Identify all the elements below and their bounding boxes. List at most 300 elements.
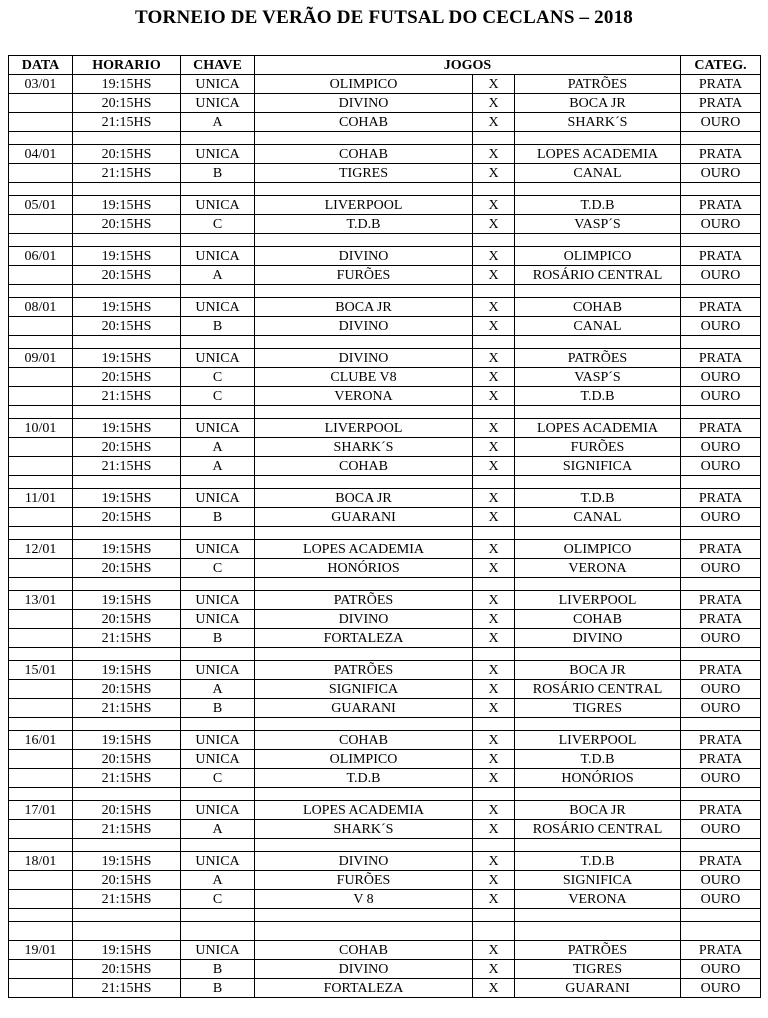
- empty-cell: [681, 527, 761, 540]
- table-row: [9, 801, 761, 820]
- empty-cell: [681, 336, 761, 349]
- away-team-cell: BOCA JR: [515, 94, 681, 113]
- table-row: [9, 298, 761, 317]
- empty-cell: [681, 132, 761, 145]
- home-team-cell: LIVERPOOL: [255, 419, 473, 438]
- empty-cell: [473, 839, 515, 852]
- empty-cell: [515, 839, 681, 852]
- empty-cell: [515, 922, 681, 941]
- away-team-cell: DIVINO: [515, 629, 681, 648]
- versus-cell: X: [473, 591, 515, 610]
- date-cell: 09/01: [9, 349, 73, 368]
- category-cell: OURO: [681, 387, 761, 406]
- home-team-cell: FORTALEZA: [255, 979, 473, 998]
- empty-cell: [515, 234, 681, 247]
- chave-cell: A: [181, 820, 255, 839]
- category-cell: OURO: [681, 266, 761, 285]
- date-cell: 19/01: [9, 941, 73, 960]
- away-team-cell: LIVERPOOL: [515, 591, 681, 610]
- header-chave: CHAVE: [181, 56, 255, 75]
- empty-cell: [9, 406, 73, 419]
- empty-cell: [181, 922, 255, 941]
- empty-cell: [255, 336, 473, 349]
- versus-cell: X: [473, 419, 515, 438]
- date-cell: 05/01: [9, 196, 73, 215]
- spacer-row: [9, 909, 761, 922]
- empty-cell: [681, 234, 761, 247]
- table-row: [9, 419, 761, 438]
- versus-cell: X: [473, 750, 515, 769]
- time-cell: 21:15HS: [73, 820, 181, 839]
- table-row: [9, 387, 761, 406]
- home-team-cell: GUARANI: [255, 508, 473, 527]
- table-row: [9, 489, 761, 508]
- time-cell: 20:15HS: [73, 317, 181, 336]
- home-team-cell: COHAB: [255, 457, 473, 476]
- category-cell: PRATA: [681, 750, 761, 769]
- table-row: [9, 508, 761, 527]
- header-categ: CATEG.: [681, 56, 761, 75]
- date-cell: [9, 960, 73, 979]
- empty-cell: [73, 922, 181, 941]
- category-cell: PRATA: [681, 489, 761, 508]
- empty-cell: [255, 648, 473, 661]
- away-team-cell: SIGNIFICA: [515, 871, 681, 890]
- date-cell: 18/01: [9, 852, 73, 871]
- date-cell: [9, 680, 73, 699]
- empty-cell: [73, 909, 181, 922]
- table-row: [9, 979, 761, 998]
- category-cell: OURO: [681, 820, 761, 839]
- chave-cell: A: [181, 680, 255, 699]
- empty-cell: [473, 788, 515, 801]
- table-row: [9, 661, 761, 680]
- date-cell: [9, 215, 73, 234]
- versus-cell: X: [473, 349, 515, 368]
- empty-cell: [73, 788, 181, 801]
- empty-cell: [515, 578, 681, 591]
- away-team-cell: T.D.B: [515, 852, 681, 871]
- table-row: [9, 438, 761, 457]
- table-row: [9, 196, 761, 215]
- date-cell: 16/01: [9, 731, 73, 750]
- table-row: [9, 368, 761, 387]
- category-cell: OURO: [681, 979, 761, 998]
- time-cell: 20:15HS: [73, 215, 181, 234]
- date-cell: 13/01: [9, 591, 73, 610]
- home-team-cell: FURÕES: [255, 266, 473, 285]
- table-row: [9, 94, 761, 113]
- versus-cell: X: [473, 540, 515, 559]
- empty-cell: [73, 336, 181, 349]
- home-team-cell: COHAB: [255, 113, 473, 132]
- away-team-cell: TIGRES: [515, 699, 681, 718]
- time-cell: 20:15HS: [73, 801, 181, 820]
- empty-cell: [181, 648, 255, 661]
- time-cell: 19:15HS: [73, 591, 181, 610]
- table-row: [9, 317, 761, 336]
- date-cell: [9, 871, 73, 890]
- home-team-cell: T.D.B: [255, 215, 473, 234]
- time-cell: 20:15HS: [73, 368, 181, 387]
- away-team-cell: TIGRES: [515, 960, 681, 979]
- time-cell: 19:15HS: [73, 298, 181, 317]
- category-cell: OURO: [681, 368, 761, 387]
- away-team-cell: CANAL: [515, 164, 681, 183]
- time-cell: 21:15HS: [73, 457, 181, 476]
- home-team-cell: SHARK´S: [255, 438, 473, 457]
- empty-cell: [9, 578, 73, 591]
- empty-cell: [681, 788, 761, 801]
- empty-cell: [473, 285, 515, 298]
- time-cell: 20:15HS: [73, 438, 181, 457]
- category-cell: OURO: [681, 871, 761, 890]
- home-team-cell: HONÓRIOS: [255, 559, 473, 578]
- date-cell: [9, 438, 73, 457]
- home-team-cell: LOPES ACADEMIA: [255, 801, 473, 820]
- empty-cell: [73, 839, 181, 852]
- home-team-cell: OLIMPICO: [255, 750, 473, 769]
- empty-cell: [73, 285, 181, 298]
- versus-cell: X: [473, 368, 515, 387]
- away-team-cell: LOPES ACADEMIA: [515, 145, 681, 164]
- schedule-body: [9, 75, 761, 998]
- category-cell: OURO: [681, 164, 761, 183]
- empty-cell: [515, 406, 681, 419]
- date-cell: [9, 113, 73, 132]
- empty-cell: [681, 285, 761, 298]
- category-cell: OURO: [681, 457, 761, 476]
- empty-cell: [73, 476, 181, 489]
- empty-cell: [515, 476, 681, 489]
- spacer-row: [9, 183, 761, 196]
- away-team-cell: T.D.B: [515, 750, 681, 769]
- empty-cell: [255, 285, 473, 298]
- empty-cell: [9, 909, 73, 922]
- away-team-cell: ROSÁRIO CENTRAL: [515, 266, 681, 285]
- empty-cell: [181, 527, 255, 540]
- date-cell: [9, 368, 73, 387]
- time-cell: 19:15HS: [73, 196, 181, 215]
- schedule-table: [8, 55, 761, 998]
- empty-cell: [73, 527, 181, 540]
- home-team-cell: PATRÕES: [255, 661, 473, 680]
- date-cell: 17/01: [9, 801, 73, 820]
- time-cell: 19:15HS: [73, 731, 181, 750]
- away-team-cell: VERONA: [515, 890, 681, 909]
- away-team-cell: HONÓRIOS: [515, 769, 681, 788]
- versus-cell: X: [473, 113, 515, 132]
- table-row: [9, 680, 761, 699]
- category-cell: PRATA: [681, 801, 761, 820]
- home-team-cell: DIVINO: [255, 960, 473, 979]
- chave-cell: A: [181, 438, 255, 457]
- versus-cell: X: [473, 699, 515, 718]
- empty-cell: [181, 788, 255, 801]
- category-cell: PRATA: [681, 419, 761, 438]
- empty-cell: [515, 909, 681, 922]
- time-cell: 20:15HS: [73, 680, 181, 699]
- empty-cell: [473, 718, 515, 731]
- empty-cell: [515, 648, 681, 661]
- empty-cell: [181, 132, 255, 145]
- category-cell: OURO: [681, 680, 761, 699]
- page-title: TORNEIO DE VERÃO DE FUTSAL DO CECLANS – 2018: [135, 7, 633, 28]
- away-team-cell: ROSÁRIO CENTRAL: [515, 680, 681, 699]
- empty-cell: [681, 839, 761, 852]
- chave-cell: UNICA: [181, 591, 255, 610]
- empty-cell: [515, 285, 681, 298]
- empty-cell: [473, 909, 515, 922]
- category-cell: OURO: [681, 215, 761, 234]
- chave-cell: C: [181, 769, 255, 788]
- header-row: [9, 56, 761, 75]
- date-cell: 11/01: [9, 489, 73, 508]
- empty-cell: [9, 234, 73, 247]
- empty-cell: [473, 132, 515, 145]
- time-cell: 19:15HS: [73, 419, 181, 438]
- table-row: [9, 215, 761, 234]
- away-team-cell: T.D.B: [515, 196, 681, 215]
- category-cell: OURO: [681, 317, 761, 336]
- away-team-cell: PATRÕES: [515, 349, 681, 368]
- spacer-row: [9, 788, 761, 801]
- time-cell: 21:15HS: [73, 890, 181, 909]
- chave-cell: UNICA: [181, 801, 255, 820]
- home-team-cell: SHARK´S: [255, 820, 473, 839]
- chave-cell: UNICA: [181, 349, 255, 368]
- empty-cell: [9, 132, 73, 145]
- date-cell: [9, 769, 73, 788]
- away-team-cell: PATRÕES: [515, 75, 681, 94]
- date-cell: [9, 164, 73, 183]
- table-row: [9, 457, 761, 476]
- empty-cell: [255, 183, 473, 196]
- spacer-row: [9, 839, 761, 852]
- away-team-cell: SHARK´S: [515, 113, 681, 132]
- versus-cell: X: [473, 489, 515, 508]
- date-cell: [9, 610, 73, 629]
- empty-cell: [73, 234, 181, 247]
- empty-cell: [9, 718, 73, 731]
- time-cell: 20:15HS: [73, 508, 181, 527]
- empty-cell: [9, 285, 73, 298]
- versus-cell: X: [473, 247, 515, 266]
- chave-cell: A: [181, 457, 255, 476]
- time-cell: 20:15HS: [73, 145, 181, 164]
- category-cell: OURO: [681, 559, 761, 578]
- time-cell: 20:15HS: [73, 871, 181, 890]
- table-row: [9, 820, 761, 839]
- date-cell: [9, 629, 73, 648]
- home-team-cell: FORTALEZA: [255, 629, 473, 648]
- home-team-cell: OLIMPICO: [255, 75, 473, 94]
- versus-cell: X: [473, 215, 515, 234]
- versus-cell: X: [473, 266, 515, 285]
- versus-cell: X: [473, 979, 515, 998]
- category-cell: PRATA: [681, 247, 761, 266]
- category-cell: PRATA: [681, 298, 761, 317]
- table-row: [9, 750, 761, 769]
- time-cell: 20:15HS: [73, 266, 181, 285]
- versus-cell: X: [473, 661, 515, 680]
- versus-cell: X: [473, 820, 515, 839]
- home-team-cell: GUARANI: [255, 699, 473, 718]
- table-row: [9, 266, 761, 285]
- empty-cell: [181, 183, 255, 196]
- empty-cell: [681, 578, 761, 591]
- category-cell: PRATA: [681, 941, 761, 960]
- empty-cell: [9, 527, 73, 540]
- header-jogos: JOGOS: [255, 56, 681, 75]
- spacer-row: [9, 234, 761, 247]
- versus-cell: X: [473, 164, 515, 183]
- table-row: [9, 75, 761, 94]
- home-team-cell: DIVINO: [255, 247, 473, 266]
- date-cell: [9, 820, 73, 839]
- date-cell: [9, 94, 73, 113]
- category-cell: PRATA: [681, 349, 761, 368]
- versus-cell: X: [473, 852, 515, 871]
- empty-cell: [473, 922, 515, 941]
- away-team-cell: COHAB: [515, 298, 681, 317]
- empty-cell: [473, 234, 515, 247]
- time-cell: 21:15HS: [73, 164, 181, 183]
- empty-cell: [73, 183, 181, 196]
- date-cell: [9, 266, 73, 285]
- chave-cell: UNICA: [181, 661, 255, 680]
- time-cell: 21:15HS: [73, 629, 181, 648]
- spacer-row: [9, 476, 761, 489]
- away-team-cell: OLIMPICO: [515, 540, 681, 559]
- date-cell: [9, 979, 73, 998]
- category-cell: PRATA: [681, 591, 761, 610]
- away-team-cell: GUARANI: [515, 979, 681, 998]
- chave-cell: A: [181, 113, 255, 132]
- away-team-cell: VASP´S: [515, 215, 681, 234]
- empty-cell: [73, 648, 181, 661]
- time-cell: 20:15HS: [73, 960, 181, 979]
- home-team-cell: LIVERPOOL: [255, 196, 473, 215]
- category-cell: PRATA: [681, 661, 761, 680]
- home-team-cell: LOPES ACADEMIA: [255, 540, 473, 559]
- home-team-cell: BOCA JR: [255, 489, 473, 508]
- versus-cell: X: [473, 94, 515, 113]
- chave-cell: C: [181, 387, 255, 406]
- away-team-cell: FURÕES: [515, 438, 681, 457]
- home-team-cell: COHAB: [255, 731, 473, 750]
- table-row: [9, 769, 761, 788]
- empty-cell: [181, 406, 255, 419]
- home-team-cell: COHAB: [255, 145, 473, 164]
- date-cell: 03/01: [9, 75, 73, 94]
- category-cell: OURO: [681, 769, 761, 788]
- chave-cell: C: [181, 215, 255, 234]
- empty-cell: [681, 406, 761, 419]
- away-team-cell: SIGNIFICA: [515, 457, 681, 476]
- chave-cell: UNICA: [181, 540, 255, 559]
- chave-cell: UNICA: [181, 145, 255, 164]
- versus-cell: X: [473, 731, 515, 750]
- home-team-cell: VERONA: [255, 387, 473, 406]
- time-cell: 20:15HS: [73, 559, 181, 578]
- chave-cell: B: [181, 164, 255, 183]
- time-cell: 19:15HS: [73, 75, 181, 94]
- empty-cell: [681, 718, 761, 731]
- chave-cell: UNICA: [181, 489, 255, 508]
- home-team-cell: TIGRES: [255, 164, 473, 183]
- table-row: [9, 247, 761, 266]
- table-row: [9, 629, 761, 648]
- chave-cell: A: [181, 266, 255, 285]
- empty-cell: [515, 718, 681, 731]
- chave-cell: C: [181, 890, 255, 909]
- empty-cell: [473, 183, 515, 196]
- home-team-cell: BOCA JR: [255, 298, 473, 317]
- time-cell: 19:15HS: [73, 247, 181, 266]
- spacer-row: [9, 527, 761, 540]
- chave-cell: UNICA: [181, 419, 255, 438]
- chave-cell: UNICA: [181, 75, 255, 94]
- empty-cell: [255, 132, 473, 145]
- empty-cell: [473, 476, 515, 489]
- empty-cell: [181, 718, 255, 731]
- empty-cell: [73, 718, 181, 731]
- home-team-cell: DIVINO: [255, 852, 473, 871]
- chave-cell: UNICA: [181, 750, 255, 769]
- versus-cell: X: [473, 508, 515, 527]
- empty-cell: [681, 648, 761, 661]
- time-cell: 21:15HS: [73, 113, 181, 132]
- date-cell: [9, 890, 73, 909]
- versus-cell: X: [473, 559, 515, 578]
- category-cell: OURO: [681, 699, 761, 718]
- category-cell: PRATA: [681, 145, 761, 164]
- away-team-cell: T.D.B: [515, 489, 681, 508]
- time-cell: 20:15HS: [73, 750, 181, 769]
- date-cell: 04/01: [9, 145, 73, 164]
- date-cell: 08/01: [9, 298, 73, 317]
- versus-cell: X: [473, 941, 515, 960]
- away-team-cell: BOCA JR: [515, 801, 681, 820]
- empty-cell: [73, 132, 181, 145]
- time-cell: 19:15HS: [73, 852, 181, 871]
- versus-cell: X: [473, 298, 515, 317]
- time-cell: 19:15HS: [73, 540, 181, 559]
- date-cell: [9, 699, 73, 718]
- empty-cell: [255, 578, 473, 591]
- table-row: [9, 731, 761, 750]
- empty-cell: [9, 648, 73, 661]
- date-cell: 06/01: [9, 247, 73, 266]
- away-team-cell: COHAB: [515, 610, 681, 629]
- category-cell: PRATA: [681, 610, 761, 629]
- chave-cell: C: [181, 559, 255, 578]
- home-team-cell: DIVINO: [255, 349, 473, 368]
- table-row: [9, 960, 761, 979]
- home-team-cell: T.D.B: [255, 769, 473, 788]
- header-horario: HORARIO: [73, 56, 181, 75]
- date-cell: [9, 559, 73, 578]
- home-team-cell: FURÕES: [255, 871, 473, 890]
- versus-cell: X: [473, 801, 515, 820]
- chave-cell: C: [181, 368, 255, 387]
- empty-cell: [473, 527, 515, 540]
- empty-cell: [681, 183, 761, 196]
- spacer-row: [9, 718, 761, 731]
- category-cell: OURO: [681, 629, 761, 648]
- empty-cell: [515, 788, 681, 801]
